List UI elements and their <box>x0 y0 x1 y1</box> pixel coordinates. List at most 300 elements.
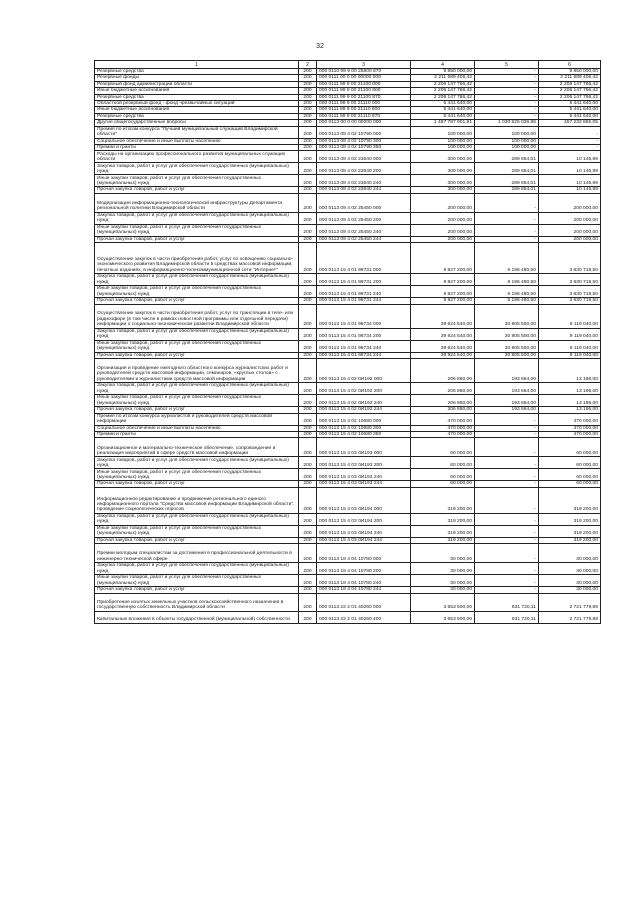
table-row <box>95 525 601 537</box>
row-name-cell: Иные закупки товаров, работ и услуг для обеспечения государственных (муниципальных) нужд <box>95 175 299 187</box>
executed-amount-cell: - <box>475 212 539 224</box>
row-name-cell: Осуществление закупок в части приобретения работ, услуг по трансляции в теле- или радиоэфире (в том числе в рамках новостной программы или отдельной передачи) информации о социально-экономическом развитии Владимирской области <box>95 304 299 328</box>
line-code-cell: 200 <box>299 69 317 75</box>
table-header-row <box>95 61 601 69</box>
approved-amount-cell: 5 441 640,00 <box>411 101 475 107</box>
line-code-cell: 200 <box>299 487 317 513</box>
unexecuted-amount-cell: 5 441 640,00 <box>539 107 601 113</box>
approved-amount-cell: 319 200,00 <box>411 525 475 537</box>
row-name-cell: Резервные фонды <box>95 75 299 81</box>
executed-amount-cell: 193 664,00 <box>475 359 539 383</box>
table-row <box>95 395 601 407</box>
table-row <box>95 151 601 163</box>
row-name-cell: Приобретение изъятых земельных участков сельскохозяйственного назначения в государственную собственность Владимирской области <box>95 593 299 611</box>
unexecuted-amount-cell: 2 721 779,89 <box>539 593 601 611</box>
executed-amount-cell: 6 196 480,50 <box>475 274 539 286</box>
line-code-cell: 200 <box>299 575 317 587</box>
table-row <box>95 274 601 286</box>
unexecuted-amount-cell: 30 000,00 <box>539 544 601 563</box>
approved-amount-cell: 300 000,00 <box>411 175 475 187</box>
classification-code-cell: 000 0113 08 4 02 23640 244 <box>317 187 411 193</box>
unexecuted-amount-cell: 470 000,00 <box>539 413 601 425</box>
approved-amount-cell: 5 441 640,00 <box>411 113 475 119</box>
classification-code-cell: 000 0113 15 4 03 0И194 240 <box>317 525 411 537</box>
executed-amount-cell: - <box>475 487 539 513</box>
line-code-cell: 200 <box>299 383 317 395</box>
line-code-cell: 200 <box>299 563 317 575</box>
line-code-cell: 200 <box>299 593 317 611</box>
classification-code-cell: 000 0113 18 4 04 10780 244 <box>317 587 411 593</box>
line-code-cell: 200 <box>299 438 317 457</box>
approved-amount-cell: 30 000,00 <box>411 544 475 563</box>
approved-amount-cell: 9 827 200,00 <box>411 274 475 286</box>
executed-amount-cell: - <box>475 107 539 113</box>
column-header: 1 <box>95 61 299 69</box>
approved-amount-cell: 30 000,00 <box>411 563 475 575</box>
classification-code-cell: 000 0113 09 4 02 25450 240 <box>317 224 411 236</box>
row-name-cell: Закупка товаров, работ и услуг для обеспечения государственных (муниципальных) нужд <box>95 457 299 469</box>
line-code-cell: 200 <box>299 175 317 187</box>
classification-code-cell: 000 0113 09 4 02 25450 200 <box>317 212 411 224</box>
table-row <box>95 575 601 587</box>
executed-amount-cell: - <box>475 513 539 525</box>
row-name-cell: Капитальные вложения в объекты государственной (муниципальной) собственности <box>95 611 299 623</box>
approved-amount-cell: 2 206 147 766,42 <box>411 88 475 94</box>
executed-amount-cell: 100 000,00 <box>475 126 539 138</box>
classification-code-cell: 000 0113 15 4 02 0И192 244 <box>317 407 411 413</box>
table-row <box>95 438 601 457</box>
row-name-cell: Организация и проведение ежегодного областного конкурса журналистских работ и руководителей средств массовой информации, семинаров, «круглых столов» с руководителями и журналистами средств массовой информации <box>95 359 299 383</box>
approved-amount-cell: 60 000,00 <box>411 481 475 487</box>
unexecuted-amount-cell: 200 000,00 <box>539 212 601 224</box>
unexecuted-amount-cell: 3 630 719,50 <box>539 286 601 298</box>
executed-amount-cell: - <box>475 113 539 119</box>
unexecuted-amount-cell: 13 196,00 <box>539 383 601 395</box>
line-code-cell: 200 <box>299 359 317 383</box>
approved-amount-cell: 206 860,00 <box>411 383 475 395</box>
approved-amount-cell: 3 553 500,00 <box>411 593 475 611</box>
executed-amount-cell: 6 196 480,50 <box>475 298 539 304</box>
approved-amount-cell: 1 487 787 901,91 <box>411 120 475 126</box>
row-name-cell: Прочая закупка товаров, работ и услуг <box>95 537 299 543</box>
column-header: 2 <box>299 61 317 69</box>
approved-amount-cell: 3 553 500,00 <box>411 611 475 623</box>
approved-amount-cell: 100 000,00 <box>411 145 475 151</box>
table-row <box>95 193 601 212</box>
table-row <box>95 163 601 175</box>
executed-amount-cell: - <box>475 94 539 100</box>
classification-code-cell: 000 0113 09 4 02 25450 244 <box>317 236 411 242</box>
table-row <box>95 243 601 274</box>
line-code-cell: 200 <box>299 187 317 193</box>
row-name-cell: Закупка товаров, работ и услуг для обеспечения государственных (муниципальных) нужд <box>95 212 299 224</box>
unexecuted-amount-cell: 10 145,99 <box>539 151 601 163</box>
executed-amount-cell: 30 805 500,00 <box>475 340 539 352</box>
row-name-cell: Прочая закупка товаров, работ и услуг <box>95 298 299 304</box>
classification-code-cell: 000 0113 18 4 04 10780 200 <box>317 563 411 575</box>
table-row <box>95 593 601 611</box>
table-row <box>95 487 601 513</box>
unexecuted-amount-cell: 200 000,00 <box>539 193 601 212</box>
classification-code-cell: 000 0111 99 9 00 21100 870 <box>317 94 411 100</box>
executed-amount-cell: - <box>475 563 539 575</box>
row-name-cell: Закупка товаров, работ и услуг для обеспечения государственных (муниципальных) нужд <box>95 328 299 340</box>
table-row <box>95 544 601 563</box>
executed-amount-cell: - <box>475 537 539 543</box>
line-code-cell: 200 <box>299 243 317 274</box>
approved-amount-cell: 60 000,00 <box>411 469 475 481</box>
unexecuted-amount-cell: 9 119 040,00 <box>539 340 601 352</box>
classification-code-cell: 000 0113 22 2 01 40260 000 <box>317 593 411 611</box>
executed-amount-cell: - <box>475 457 539 469</box>
line-code-cell: 200 <box>299 81 317 87</box>
line-code-cell: 200 <box>299 193 317 212</box>
table-row <box>95 286 601 298</box>
row-name-cell: Прочая закупка товаров, работ и услуг <box>95 587 299 593</box>
line-code-cell: 200 <box>299 298 317 304</box>
row-name-cell: Иные закупки товаров, работ и услуг для обеспечения государственных (муниципальных) нужд <box>95 224 299 236</box>
classification-code-cell: 000 0113 08 4 02 23640 000 <box>317 151 411 163</box>
unexecuted-amount-cell: - <box>539 126 601 138</box>
classification-code-cell: 000 0113 15 4 03 0И193 000 <box>317 438 411 457</box>
approved-amount-cell: 9 827 200,00 <box>411 243 475 274</box>
table-row <box>95 120 601 126</box>
row-name-cell: Иные закупки товаров, работ и услуг для обеспечения государственных (муниципальных) нужд <box>95 286 299 298</box>
line-code-cell: 200 <box>299 75 317 81</box>
row-name-cell: Закупка товаров, работ и услуг для обеспечения государственных (муниципальных) нужд <box>95 163 299 175</box>
approved-amount-cell: 319 200,00 <box>411 513 475 525</box>
row-name-cell: Другие общегосударственные вопросы <box>95 120 299 126</box>
approved-amount-cell: 9 827 200,00 <box>411 298 475 304</box>
row-name-cell: Иные закупки товаров, работ и услуг для обеспечения государственных (муниципальных) нужд <box>95 469 299 481</box>
table-row <box>95 224 601 236</box>
executed-amount-cell: - <box>475 236 539 242</box>
classification-code-cell: 000 0113 15 4 03 0И194 200 <box>317 513 411 525</box>
approved-amount-cell: 39 924 540,00 <box>411 352 475 358</box>
unexecuted-amount-cell: 319 200,00 <box>539 525 601 537</box>
unexecuted-amount-cell: 60 000,00 <box>539 481 601 487</box>
row-name-cell: Премии молодым специалистам за достижения в профессиональной деятельности в инженерно-технической сфере <box>95 544 299 563</box>
executed-amount-cell: - <box>475 575 539 587</box>
classification-code-cell: 000 0113 15 4 02 0И192 240 <box>317 395 411 407</box>
classification-code-cell: 000 0113 15 4 02 0И192 000 <box>317 359 411 383</box>
classification-code-cell: 000 0110 99 9 00 25800 870 <box>317 69 411 75</box>
table-row <box>95 469 601 481</box>
executed-amount-cell: 193 664,00 <box>475 383 539 395</box>
executed-amount-cell: 193 664,00 <box>475 395 539 407</box>
table-row <box>95 413 601 425</box>
approved-amount-cell: 300 000,00 <box>411 151 475 163</box>
line-code-cell: 200 <box>299 587 317 593</box>
classification-code-cell: 000 0113 08 4 02 23640 240 <box>317 175 411 187</box>
classification-code-cell: 000 0113 00 0 00 00000 000 <box>317 120 411 126</box>
row-name-cell: Информационное редактирование и продвижение регионального единого информационного портала "Средства массовой информации Владимирской области", проведение социологических опросов <box>95 487 299 513</box>
line-code-cell: 200 <box>299 101 317 107</box>
executed-amount-cell: 6 196 480,50 <box>475 243 539 274</box>
classification-code-cell: 000 0113 18 4 04 10780 240 <box>317 575 411 587</box>
executed-amount-cell: 289 854,01 <box>475 163 539 175</box>
line-code-cell: 200 <box>299 274 317 286</box>
executed-amount-cell: - <box>475 438 539 457</box>
executed-amount-cell: 30 805 500,00 <box>475 304 539 328</box>
executed-amount-cell: - <box>475 81 539 87</box>
unexecuted-amount-cell: 200 000,00 <box>539 224 601 236</box>
executed-amount-cell: - <box>475 525 539 537</box>
classification-code-cell: 000 0113 15 4 03 0И194 244 <box>317 537 411 543</box>
approved-amount-cell: 319 200,00 <box>411 487 475 513</box>
approved-amount-cell: 39 924 540,00 <box>411 340 475 352</box>
line-code-cell: 200 <box>299 94 317 100</box>
classification-code-cell: 000 0113 15 4 03 0И193 240 <box>317 469 411 481</box>
executed-amount-cell: - <box>475 193 539 212</box>
page-number: 32 <box>316 43 324 50</box>
row-name-cell: Премия по итогам конкурса "Лучший муниципальный служащий Владимирской области" <box>95 126 299 138</box>
executed-amount-cell: 831 720,11 <box>475 611 539 623</box>
row-name-cell: Областной резервный фонд - фонд чрезвычайных ситуаций <box>95 101 299 107</box>
unexecuted-amount-cell: 5 441 640,00 <box>539 113 601 119</box>
classification-code-cell: 000 0113 08 4 02 10790 300 <box>317 138 411 144</box>
approved-amount-cell: 470 000,00 <box>411 413 475 425</box>
executed-amount-cell: - <box>475 101 539 107</box>
column-header: 6 <box>539 61 601 69</box>
approved-amount-cell: 470 000,00 <box>411 425 475 431</box>
line-code-cell: 200 <box>299 513 317 525</box>
classification-code-cell: 000 0113 15 4 02 10680 350 <box>317 431 411 437</box>
line-code-cell: 200 <box>299 145 317 151</box>
classification-code-cell: 000 0111 99 9 00 21110 800 <box>317 107 411 113</box>
row-name-cell: Социальное обеспечение и иные выплаты населению <box>95 138 299 144</box>
line-code-cell: 200 <box>299 163 317 175</box>
unexecuted-amount-cell: 319 200,00 <box>539 537 601 543</box>
unexecuted-amount-cell: 470 000,00 <box>539 425 601 431</box>
classification-code-cell: 000 0111 99 9 00 21100 000 <box>317 81 411 87</box>
unexecuted-amount-cell: 30 000,00 <box>539 575 601 587</box>
table-row <box>95 563 601 575</box>
approved-amount-cell: 200 000,00 <box>411 236 475 242</box>
table-row <box>95 513 601 525</box>
classification-code-cell: 000 0113 15 4 02 0И192 200 <box>317 383 411 395</box>
approved-amount-cell: 200 000,00 <box>411 193 475 212</box>
line-code-cell: 200 <box>299 425 317 431</box>
line-code-cell: 200 <box>299 151 317 163</box>
line-code-cell: 200 <box>299 107 317 113</box>
approved-amount-cell: 39 924 540,00 <box>411 304 475 328</box>
row-name-cell: Осуществление закупок в части приобретения работ, услуг по освещению социально-экономического развития Владимирской области в средствах массовой информации, печатных изданиях, в информационно-телекоммуникационной сети "Интернет" <box>95 243 299 274</box>
executed-amount-cell: 289 854,01 <box>475 151 539 163</box>
row-name-cell: Иные закупки товаров, работ и услуг для обеспечения государственных (муниципальных) нужд <box>95 395 299 407</box>
line-code-cell: 200 <box>299 457 317 469</box>
line-code-cell: 200 <box>299 413 317 425</box>
column-header: 4 <box>411 61 475 69</box>
row-name-cell: Премия по итогам конкурса журналистов и руководителей средств массовой информации <box>95 413 299 425</box>
unexecuted-amount-cell: 9 119 040,00 <box>539 328 601 340</box>
table-row <box>95 359 601 383</box>
unexecuted-amount-cell: 2 206 147 766,42 <box>539 88 601 94</box>
executed-amount-cell: - <box>475 481 539 487</box>
unexecuted-amount-cell: 13 196,00 <box>539 395 601 407</box>
classification-code-cell: 000 0113 15 4 03 0И194 000 <box>317 487 411 513</box>
classification-code-cell: 000 0111 00 0 00 00000 000 <box>317 75 411 81</box>
table-body <box>95 69 601 624</box>
table-row <box>95 298 601 304</box>
row-name-cell: Прочая закупка товаров, работ и услуг <box>95 187 299 193</box>
classification-code-cell: 000 0111 99 9 00 21110 870 <box>317 113 411 119</box>
table-row <box>95 175 601 187</box>
classification-code-cell: 000 0113 08 4 02 23640 200 <box>317 163 411 175</box>
classification-code-cell: 000 0111 99 9 00 21100 800 <box>317 88 411 94</box>
unexecuted-amount-cell: 3 630 719,50 <box>539 298 601 304</box>
classification-code-cell: 000 0113 15 4 01 98731 200 <box>317 274 411 286</box>
classification-code-cell: 000 0113 15 4 01 98734 000 <box>317 304 411 328</box>
line-code-cell: 200 <box>299 340 317 352</box>
unexecuted-amount-cell: 470 000,00 <box>539 431 601 437</box>
line-code-cell: 200 <box>299 138 317 144</box>
executed-amount-cell: 193 664,00 <box>475 407 539 413</box>
unexecuted-amount-cell: 200 000,00 <box>539 236 601 242</box>
table-row <box>95 383 601 395</box>
unexecuted-amount-cell: 9 119 040,00 <box>539 352 601 358</box>
executed-amount-cell: 289 854,01 <box>475 187 539 193</box>
approved-amount-cell: 2 206 147 766,42 <box>411 94 475 100</box>
unexecuted-amount-cell: 3 630 719,50 <box>539 274 601 286</box>
classification-code-cell: 000 0113 15 4 01 98731 244 <box>317 298 411 304</box>
classification-code-cell: 000 0113 15 4 02 10680 000 <box>317 413 411 425</box>
unexecuted-amount-cell: 319 200,00 <box>539 513 601 525</box>
row-name-cell: Премии и гранты <box>95 145 299 151</box>
line-code-cell: 200 <box>299 469 317 481</box>
row-name-cell: Резервный фонд администрации области <box>95 81 299 87</box>
approved-amount-cell: 60 000,00 <box>411 438 475 457</box>
table-row <box>95 340 601 352</box>
line-code-cell: 200 <box>299 212 317 224</box>
unexecuted-amount-cell: 2 206 147 766,42 <box>539 81 601 87</box>
column-header: 3 <box>317 61 411 69</box>
approved-amount-cell: 319 200,00 <box>411 537 475 543</box>
unexecuted-amount-cell: 3 630 719,50 <box>539 243 601 274</box>
approved-amount-cell: 200 000,00 <box>411 224 475 236</box>
row-name-cell: Резервные средства <box>95 94 299 100</box>
table-row <box>95 187 601 193</box>
line-code-cell: 200 <box>299 328 317 340</box>
unexecuted-amount-cell: 60 000,00 <box>539 469 601 481</box>
line-code-cell: 200 <box>299 544 317 563</box>
row-name-cell: Прочая закупка товаров, работ и услуг <box>95 236 299 242</box>
row-name-cell: Закупка товаров, работ и услуг для обеспечения государственных (муниципальных) нужд <box>95 383 299 395</box>
row-name-cell: Организационное и материально-техническое обеспечение, сопровождение и реализация мероприятий в сфере средств массовой информации <box>95 438 299 457</box>
line-code-cell: 200 <box>299 537 317 543</box>
line-code-cell: 200 <box>299 304 317 328</box>
unexecuted-amount-cell: 30 000,00 <box>539 587 601 593</box>
approved-amount-cell: 200 000,00 <box>411 212 475 224</box>
approved-amount-cell: 5 441 640,00 <box>411 107 475 113</box>
approved-amount-cell: 206 860,00 <box>411 359 475 383</box>
line-code-cell: 200 <box>299 126 317 138</box>
approved-amount-cell: 30 000,00 <box>411 575 475 587</box>
table-row <box>95 328 601 340</box>
table-row <box>95 611 601 623</box>
approved-amount-cell: 9 827 200,00 <box>411 286 475 298</box>
classification-code-cell: 000 0111 99 9 00 21110 000 <box>317 101 411 107</box>
approved-amount-cell: 60 000,00 <box>411 457 475 469</box>
line-code-cell: 200 <box>299 395 317 407</box>
table-row <box>95 407 601 413</box>
line-code-cell: 200 <box>299 611 317 623</box>
unexecuted-amount-cell: 9 850 000,00 <box>539 69 601 75</box>
unexecuted-amount-cell: 10 145,99 <box>539 175 601 187</box>
row-name-cell: Закупка товаров, работ и услуг для обеспечения государственных (муниципальных) нужд <box>95 274 299 286</box>
unexecuted-amount-cell: 10 145,99 <box>539 163 601 175</box>
row-name-cell: Иные бюджетные ассигнования <box>95 88 299 94</box>
executed-amount-cell: 831 720,11 <box>475 593 539 611</box>
executed-amount-cell: - <box>475 413 539 425</box>
executed-amount-cell: - <box>475 224 539 236</box>
unexecuted-amount-cell: 60 000,00 <box>539 457 601 469</box>
executed-amount-cell: - <box>475 425 539 431</box>
classification-code-cell: 000 0113 15 4 01 98734 200 <box>317 328 411 340</box>
approved-amount-cell: 100 000,00 <box>411 138 475 144</box>
executed-amount-cell: 289 854,01 <box>475 175 539 187</box>
classification-code-cell: 000 0113 08 4 02 10790 000 <box>317 126 411 138</box>
row-name-cell: Прочая закупка товаров, работ и услуг <box>95 352 299 358</box>
executed-amount-cell: 30 805 500,00 <box>475 352 539 358</box>
executed-amount-cell: - <box>475 88 539 94</box>
approved-amount-cell: 30 000,00 <box>411 587 475 593</box>
line-code-cell: 200 <box>299 120 317 126</box>
classification-code-cell: 000 0113 15 4 01 98731 000 <box>317 243 411 274</box>
table-row <box>95 457 601 469</box>
table-row <box>95 138 601 144</box>
unexecuted-amount-cell: 13 196,00 <box>539 359 601 383</box>
table-row <box>95 212 601 224</box>
row-name-cell: Иные бюджетные ассигнования <box>95 107 299 113</box>
approved-amount-cell: 9 850 000,00 <box>411 69 475 75</box>
executed-amount-cell: 100 000,00 <box>475 138 539 144</box>
row-name-cell: Иные закупки товаров, работ и услуг для обеспечения государственных (муниципальных) нужд <box>95 525 299 537</box>
executed-amount-cell: 6 196 480,50 <box>475 286 539 298</box>
line-code-cell: 200 <box>299 407 317 413</box>
approved-amount-cell: 2 206 147 766,42 <box>411 81 475 87</box>
row-name-cell: Прочая закупка товаров, работ и услуг <box>95 407 299 413</box>
line-code-cell: 200 <box>299 431 317 437</box>
classification-code-cell: 000 0113 09 4 02 25450 000 <box>317 193 411 212</box>
unexecuted-amount-cell: - <box>539 138 601 144</box>
unexecuted-amount-cell: 2 721 779,89 <box>539 611 601 623</box>
line-code-cell: 200 <box>299 352 317 358</box>
approved-amount-cell: 300 000,00 <box>411 187 475 193</box>
executed-amount-cell: - <box>475 469 539 481</box>
approved-amount-cell: 470 000,00 <box>411 431 475 437</box>
row-name-cell: Социальное обеспечение и иные выплаты населению <box>95 425 299 431</box>
row-name-cell: Премии и гранты <box>95 431 299 437</box>
unexecuted-amount-cell: 2 206 147 766,42 <box>539 94 601 100</box>
line-code-cell: 200 <box>299 88 317 94</box>
approved-amount-cell: 2 211 589 406,42 <box>411 75 475 81</box>
executed-amount-cell: - <box>475 431 539 437</box>
executed-amount-cell: - <box>475 75 539 81</box>
approved-amount-cell: 39 924 540,00 <box>411 328 475 340</box>
line-code-cell: 200 <box>299 525 317 537</box>
classification-code-cell: 000 0113 15 4 01 98734 240 <box>317 340 411 352</box>
line-code-cell: 200 <box>299 286 317 298</box>
classification-code-cell: 000 0113 15 4 01 98731 240 <box>317 286 411 298</box>
unexecuted-amount-cell: 30 000,00 <box>539 563 601 575</box>
table-row <box>95 126 601 138</box>
classification-code-cell: 000 0113 15 4 01 98734 244 <box>317 352 411 358</box>
classification-code-cell: 000 0113 18 4 04 10780 000 <box>317 544 411 563</box>
classification-code-cell: 000 0113 15 4 03 0И193 244 <box>317 481 411 487</box>
row-name-cell: Закупка товаров, работ и услуг для обеспечения государственных (муниципальных) нужд <box>95 563 299 575</box>
executed-amount-cell: - <box>475 544 539 563</box>
